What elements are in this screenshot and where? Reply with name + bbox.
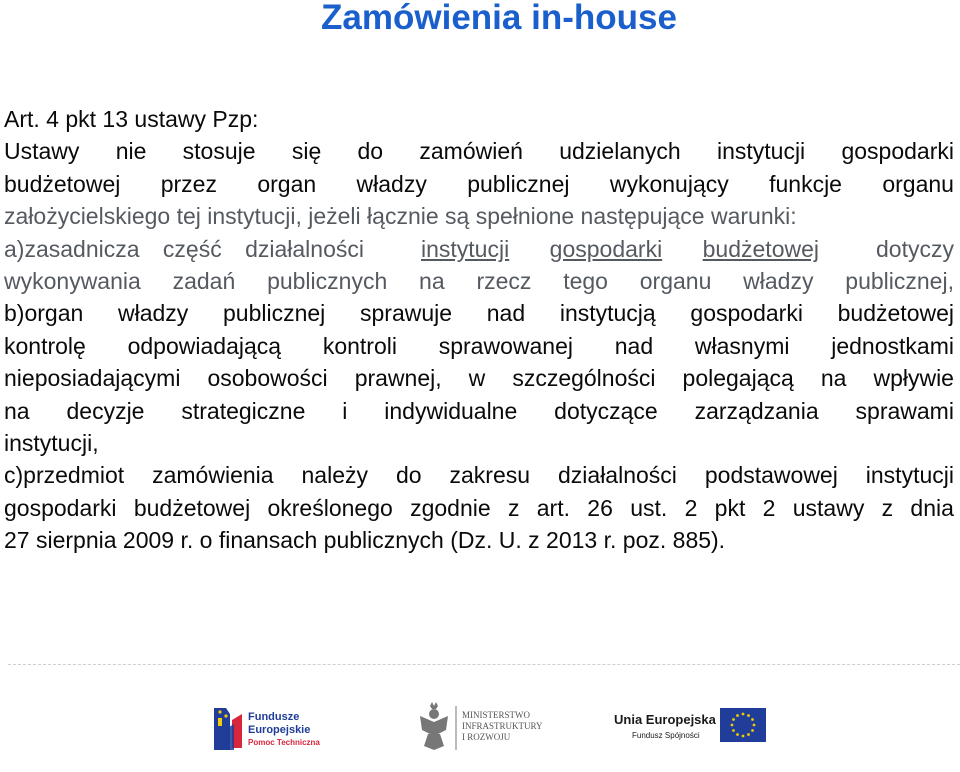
word: władzy [356, 170, 427, 197]
ue-logo-line2: Fundusz Spójności [632, 731, 700, 740]
stars-stripes-icon [212, 700, 322, 756]
word: instytucją [559, 300, 656, 327]
article-reference: Art. 4 pkt 13 ustawy Pzp: [4, 106, 259, 132]
word: publicznej [223, 300, 326, 327]
eu-star-icon [747, 733, 750, 736]
word: należy [301, 462, 368, 489]
word: odpowiadającą [127, 332, 282, 359]
word: do [357, 138, 384, 165]
eu-star-icon [732, 718, 735, 721]
word: c)przedmiot [4, 462, 125, 489]
word: dnia [910, 494, 954, 521]
footer-divider [8, 664, 960, 665]
word: z [881, 494, 894, 521]
word: na [419, 268, 445, 295]
text-line: 27 sierpnia 2009 r. o finansach publicznych (Dz. U. z 2013 r. poz. 885). [4, 527, 726, 554]
word: w [468, 365, 486, 392]
word: nad [614, 332, 654, 359]
ministry-logo [416, 700, 546, 756]
word: gospodarki [549, 235, 663, 262]
condition-a-line [4, 233, 954, 265]
word: 2 [684, 494, 698, 521]
word: władzy [117, 300, 189, 327]
word: na [4, 397, 30, 424]
word: Ustawy [4, 138, 80, 165]
word: gospodarki [4, 494, 117, 521]
word: 2 [762, 494, 776, 521]
text-line [4, 395, 954, 427]
word: polegającą [682, 365, 794, 392]
word: nie [115, 138, 147, 165]
word: publicznych [267, 268, 388, 295]
word: się [291, 138, 322, 165]
fe-logo-line2: Europejskie [248, 724, 311, 736]
word: b)organ [4, 300, 84, 327]
text-line [4, 265, 954, 297]
word: nieposiadającymi [4, 365, 181, 392]
word: 26 [587, 494, 613, 521]
eu-star-icon [753, 724, 756, 727]
word: dotyczące [554, 397, 658, 424]
word: instytucji [716, 138, 806, 165]
word: instytucji [421, 235, 510, 262]
word: publicznej [467, 170, 570, 197]
text-line [4, 330, 954, 362]
word: ustawy [792, 494, 865, 521]
word: kontrolę [4, 332, 86, 359]
word: gospodarki [690, 300, 803, 327]
word: działalności [558, 462, 677, 489]
word: pkt [714, 494, 746, 521]
word: nad [486, 300, 526, 327]
eu-star-icon [751, 718, 754, 721]
word: część [162, 235, 222, 262]
text-segment: dotyczy [876, 235, 954, 262]
fe-logo-line1: Fundusze [248, 711, 300, 723]
word: do [395, 462, 422, 489]
slide-title: Zamówienia in-house [321, 0, 677, 37]
word: organu [882, 170, 954, 197]
eu-star-icon [742, 735, 745, 738]
ministry-line1: MINISTERSTWO [462, 710, 530, 720]
word: prawnej, [354, 365, 442, 392]
eu-star-icon [736, 714, 739, 717]
word: zamówień [419, 138, 523, 165]
word: podstawowej [704, 462, 838, 489]
word: zadań [172, 268, 236, 295]
word: zamówienia [152, 462, 274, 489]
ministry-line2: INFRASTRUKTURY [462, 721, 543, 731]
word: budżetowej [837, 300, 954, 327]
word: budżetowej [4, 170, 121, 197]
word: strategiczne [181, 397, 306, 424]
word: sprawuje [360, 300, 453, 327]
underlined-phrase [421, 233, 819, 265]
text-segment [4, 233, 364, 265]
eu-star-icon [736, 733, 739, 736]
word: funkcje [769, 170, 842, 197]
word: decyzje [66, 397, 145, 424]
unia-europejska-logo [610, 702, 770, 754]
fundusze-europejskie-logo [212, 700, 322, 756]
ministry-line3: I ROZWOJU [462, 732, 511, 742]
word: instytucji [865, 462, 954, 489]
condition-c-line [4, 459, 954, 491]
word: wpływie [873, 365, 954, 392]
text-line: instytucji, [4, 430, 99, 457]
condition-b-line [4, 297, 954, 329]
word: jednostkami [831, 332, 954, 359]
eu-star-icon [751, 729, 754, 732]
ue-logo-line1: Unia Europejska [614, 712, 716, 727]
word: wykonujący [609, 170, 729, 197]
text-line [4, 362, 954, 394]
eu-star-icon [742, 713, 745, 716]
text-line: założycielskiego tej instytucji, jeżeli łącznie są spełnione następujące warunki: [4, 203, 797, 230]
eu-star-icon [747, 714, 750, 717]
word: a)zasadnicza [4, 235, 140, 262]
word: sprawami [855, 397, 954, 424]
word: zakresu [449, 462, 531, 489]
word: określonego [267, 494, 393, 521]
text-line [4, 168, 954, 200]
word: ust. [630, 494, 668, 521]
word: budżetowej [133, 494, 251, 521]
word: osobowości [207, 365, 328, 392]
word: z [507, 494, 520, 521]
word: działalności [245, 235, 364, 262]
word: udzielanych [559, 138, 681, 165]
word: organu [639, 268, 712, 295]
fe-logo-line3: Pomoc Techniczna [248, 738, 320, 747]
word: zgodnie [410, 494, 491, 521]
word: kontroli [322, 332, 397, 359]
text-line [4, 492, 954, 524]
eu-flag-icon [720, 708, 766, 742]
word: zarządzania [694, 397, 819, 424]
word: budżetowej [702, 235, 819, 262]
word: sprawowanej [438, 332, 573, 359]
word: przez [160, 170, 217, 197]
word: własnymi [694, 332, 790, 359]
word: publicznej, [845, 268, 954, 295]
word: szczególności [512, 365, 656, 392]
text-line [4, 135, 954, 167]
eu-star-icon [731, 724, 734, 727]
word: na [820, 365, 847, 392]
word: art. [536, 494, 570, 521]
word: i [342, 397, 348, 424]
article-text [4, 103, 954, 557]
polish-eagle-icon [416, 700, 546, 756]
word: organ [257, 170, 317, 197]
eu-star-icon [732, 729, 735, 732]
word: rzecz [476, 268, 532, 295]
word: gospodarki [841, 138, 954, 165]
word: stosuje [182, 138, 256, 165]
word: tego [563, 268, 608, 295]
word: indywidualne [384, 397, 518, 424]
word: władzy [743, 268, 814, 295]
word: wykonywania [4, 268, 141, 295]
